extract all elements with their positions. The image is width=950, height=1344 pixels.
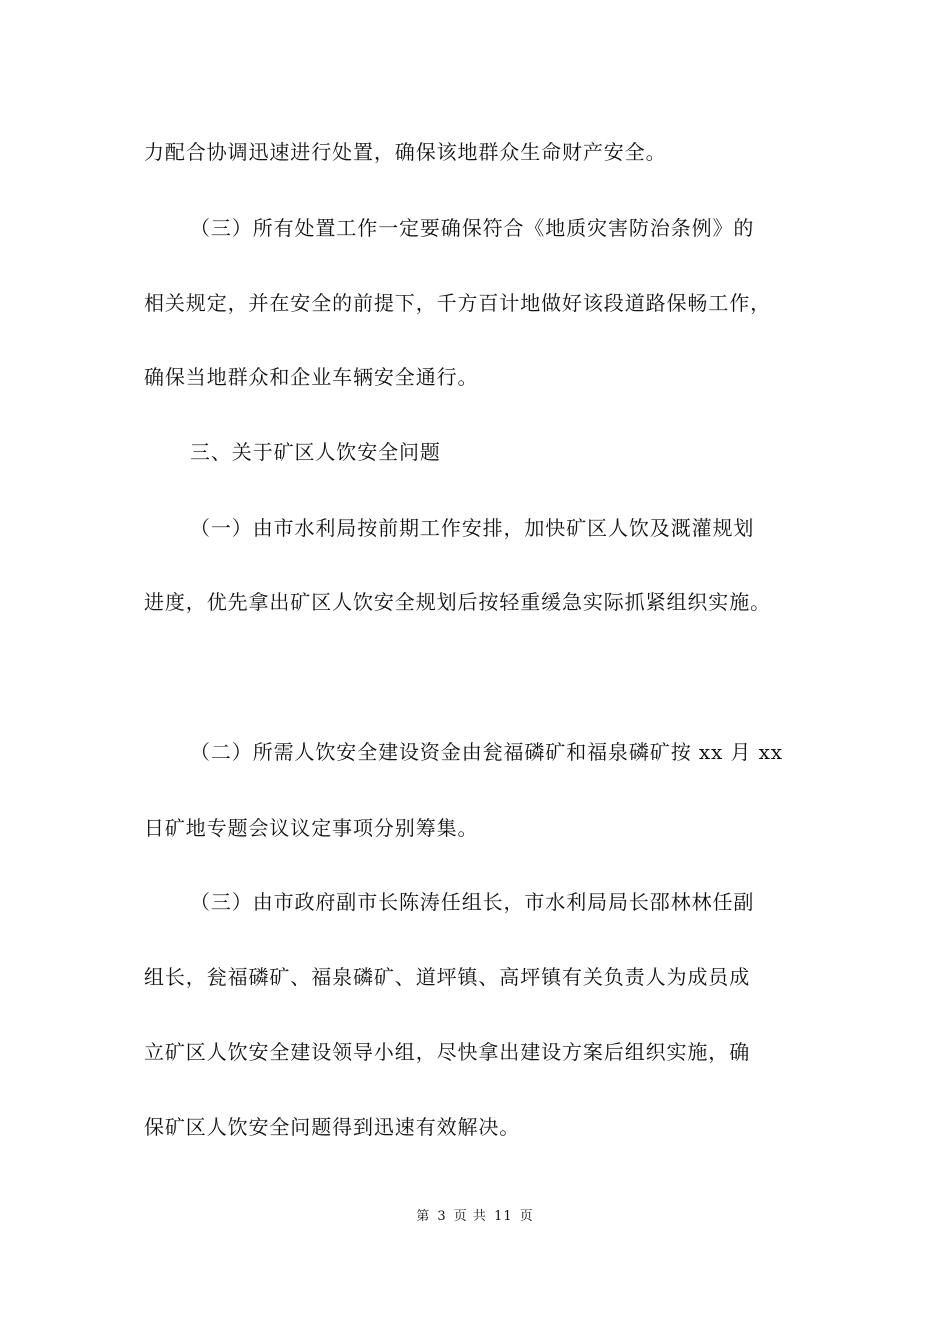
paragraph-line: 立矿区人饮安全建设领导小组，尽快拿出建设方案后组织实施，确 <box>144 1040 751 1064</box>
total-pages-number: 11 <box>494 1209 513 1224</box>
paragraph-line: 进度，优先拿出矿区人饮安全规划后按轻重缓急实际抓紧组织实施。 <box>144 590 771 614</box>
paragraph-line: （一）由市水利局按前期工作安排，加快矿区人饮及溉灌规划 <box>190 516 755 540</box>
page-footer <box>0 1209 950 1225</box>
section-heading: 三、关于矿区人饮安全问题 <box>190 440 441 464</box>
page-label-suffix: 页 <box>519 1209 534 1224</box>
paragraph-line: 日矿地专题会议议定事项分别筹集。 <box>144 816 479 840</box>
paragraph-line: 力配合协调迅速进行处置，确保该地群众生命财产安全。 <box>144 140 667 164</box>
paragraph-line: 确保当地群众和企业车辆安全通行。 <box>144 365 479 389</box>
paragraph-line: （三）所有处置工作一定要确保符合《地质灾害防治条例》的 <box>190 216 755 240</box>
page-label-prefix: 第 <box>416 1209 431 1224</box>
paragraph-line: 保矿区人饮安全问题得到迅速有效解决。 <box>144 1115 521 1139</box>
paragraph-line: （二）所需人饮安全建设资金由瓮福磷矿和福泉磷矿按 xx 月 xx <box>190 740 783 764</box>
page-label-mid: 页 共 <box>453 1209 487 1224</box>
paragraph-line: 相关规定，并在安全的前提下，千方百计地做好该段道路保畅工作， <box>144 291 771 315</box>
paragraph-line: （三）由市政府副市长陈涛任组长，市水利局局长邵林林任副 <box>190 890 755 914</box>
current-page-number: 3 <box>437 1209 447 1224</box>
paragraph-line: 组长，瓮福磷矿、福泉磷矿、道坪镇、高坪镇有关负责人为成员成 <box>144 965 751 989</box>
